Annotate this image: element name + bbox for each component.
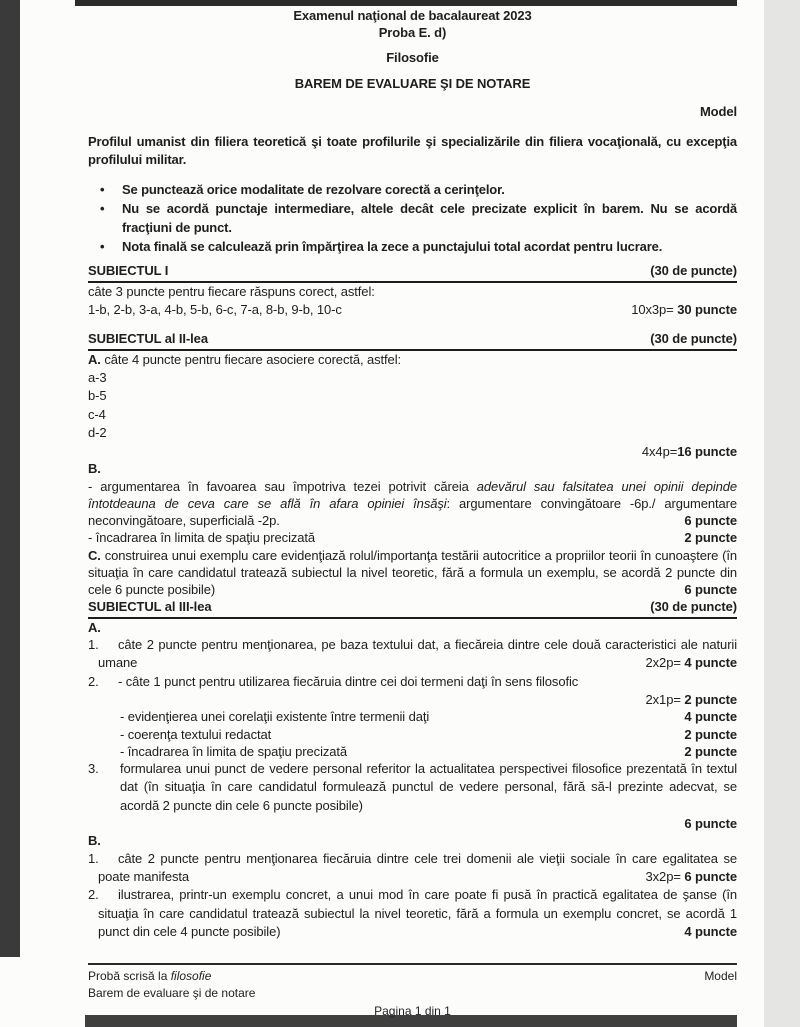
item-number: 1.	[88, 637, 99, 653]
answer-line: a-3	[88, 369, 107, 385]
subject2-a-rule: câte 4 puncte pentru fiecare asociere corectă, astfel:	[104, 352, 401, 367]
subject3-heading	[88, 599, 737, 619]
item-text: ilustrarea, printr-un exemplu concret, a unui mod în care poate fi pusă în practică egalitatea de şanse (în situaţia în care candidatul tratează subiectul la nivel teoretic, fără a formula un exemplu concret, se acordă 1 punct din cele 4 puncte posibile)	[98, 887, 737, 939]
item-number: 2.	[88, 887, 99, 903]
page-number: Pagina 1 din 1	[374, 1004, 451, 1018]
exam-discipline: Filosofie	[386, 50, 439, 65]
subject2-title: SUBIECTUL al II-lea	[88, 331, 208, 346]
bullet-icon: •	[100, 201, 105, 216]
subject1-rule: câte 3 puncte pentru fiecare răspuns corect, astfel:	[88, 284, 375, 299]
subject3-a-item2	[88, 673, 737, 691]
item-points: 4 puncte	[684, 923, 737, 939]
answer-line: d-2	[88, 425, 107, 440]
subject1-title: SUBIECTUL I	[88, 263, 169, 278]
item-text: - argumentarea în favoarea sau împotriva tezei potrivit căreia	[88, 478, 477, 494]
barem-title: BAREM DE EVALUARE ŞI DE NOTARE	[294, 76, 531, 91]
exam-proba: Proba E. d)	[378, 25, 447, 40]
list-item	[88, 199, 737, 237]
item-text: câte 2 puncte pentru menţionarea fiecăruia dintre cele trei domenii ale vieţii sociale în care egalitatea se poate manifesta	[98, 850, 737, 885]
item-number: 2.	[88, 673, 99, 689]
item-text: formularea unui punct de vedere personal referitor la actualitatea perspectivei filosofice prezentată în textul dat (în situaţia în care candidatul formulează punctul de vedere personal, fără să-l prezinte adecvat, se acordă 2 puncte din cele 6 puncte posibile)	[120, 761, 737, 813]
footer-model-label: Model	[704, 969, 737, 983]
list-item	[88, 180, 737, 199]
subject3-title: SUBIECTUL al III-lea	[88, 598, 212, 614]
footer-line1	[88, 968, 737, 985]
item-points: 6 puncte	[684, 582, 737, 598]
item-text-italic: adevărul sau falsitatea unei opinii depinde întotdeauna de ceva care se află în afara opiniei însăşi	[88, 478, 738, 511]
subject3-a-subitem	[88, 708, 737, 725]
subject1-heading	[88, 263, 737, 283]
subject3-b-label: B.	[88, 833, 101, 849]
item-points: 3x2p= 6 puncte	[645, 869, 737, 885]
item-points: 2 puncte	[684, 726, 737, 742]
item-number: 3.	[88, 761, 99, 777]
item-points: 4 puncte	[684, 709, 737, 725]
subject3-a-item2-calc: 2x1p= 2 puncte	[645, 691, 737, 707]
note-text: Se punctează orice modalitate de rezolvare corectă a cerinţelor.	[122, 182, 505, 197]
list-item	[88, 237, 737, 256]
item-text: - încadrarea în limita de spaţiu precizată	[88, 530, 316, 546]
subject3-a-item3-points: 6 puncte	[684, 815, 737, 831]
subject2-a-calc: 4x4p=16 puncte	[641, 443, 737, 459]
profile-paragraph: Profilul umanist din filiera teoretică şi toate profilurile şi specializările din filiera vocaţională, cu excepţia profilului militar.	[88, 134, 737, 167]
item-text: : argumentare convingătoare -6p./ argumentare neconvingătoare, superficială -2p.	[88, 495, 737, 529]
subject2-heading	[88, 331, 737, 351]
item-text: construirea unui exemplu care evidenţiază rolul/importanţa testării autocritice a propriilor teorii în cunoaştere (în situaţia în care candidatul tratează subiectul la nivel teoretic, fără a formula un exemplu, se acordă 2 puncte din cele 6 puncte posibile)	[88, 547, 737, 598]
subject1-answers-row	[88, 301, 737, 319]
subject1-answers: 1-b, 2-b, 3-a, 4-b, 5-b, 6-c, 7-a, 8-b, 9-b, 10-c	[88, 301, 342, 317]
item-points: 2x2p= 4 puncte	[645, 655, 737, 671]
item-text: - coerenţa textului redactat	[120, 726, 272, 742]
exam-title: Examenul naţional de bacalaureat 2023	[293, 8, 532, 23]
document-content	[88, 0, 737, 941]
note-text: Nota finală se calculează prin împărţirea la zece a punctajului total acordat pentru lucrare.	[122, 239, 663, 254]
subject3-a-item1	[88, 636, 737, 672]
subject3-b-item2	[88, 886, 737, 941]
subject2-total-points: (30 de puncte)	[650, 331, 737, 346]
model-label: Model	[699, 104, 737, 119]
subject3-a-subitem	[88, 726, 737, 743]
answer-line: c-4	[88, 406, 106, 422]
subject1-total-points: (30 de puncte)	[650, 263, 737, 278]
bullet-icon: •	[100, 182, 105, 197]
page-footer	[88, 963, 737, 1020]
item-points: 2 puncte	[684, 743, 737, 759]
bullet-icon: •	[100, 239, 105, 254]
scan-right-edge	[764, 0, 800, 1027]
subject1-calc: 10x3p= 30 puncte	[631, 301, 737, 317]
subject2-a-label: A.	[88, 352, 101, 367]
subject3-b-item1	[88, 850, 737, 886]
footer-exam-label: Probă scrisă la filosofie	[88, 969, 212, 983]
subject3-a-subitem	[88, 743, 737, 760]
item-text: - încadrarea în limita de spaţiu precizată	[120, 743, 348, 759]
item-text: câte 2 puncte pentru menţionarea, pe baza textului dat, a fiecăreia dintre cele două caracteristici ale naturii umane	[98, 637, 737, 671]
subject3-a-item3	[88, 760, 737, 815]
subject2-b-label: B.	[88, 461, 101, 476]
scan-left-edge	[0, 0, 20, 957]
subject2-c-item	[88, 547, 737, 599]
item-text: - câte 1 punct pentru utilizarea fiecăruia dintre cei doi termeni daţi în sens filosofic	[118, 673, 579, 689]
item-points: 6 puncte	[684, 513, 737, 529]
item-points: 2 puncte	[684, 530, 737, 546]
subject2-c-label: C.	[88, 547, 101, 563]
answer-line: b-5	[88, 388, 107, 403]
subject2-a-rule-line	[88, 351, 737, 369]
general-notes-list	[88, 180, 737, 256]
item-text: - evidenţierea unei corelaţii existente între termenii daţi	[120, 709, 430, 725]
footer-line2: Barem de evaluare şi de notare	[88, 986, 256, 1000]
subject2-b-item2	[88, 529, 737, 547]
subject3-a-label: A.	[88, 619, 101, 635]
document-header	[88, 0, 737, 92]
subject3-total-points: (30 de puncte)	[650, 598, 737, 614]
item-number: 1.	[88, 850, 99, 866]
subject2-b-item1	[88, 478, 737, 530]
note-text: Nu se acordă punctaje intermediare, altele decât cele precizate explicit în barem. Nu se acordă fracţiuni de punct.	[122, 201, 737, 235]
